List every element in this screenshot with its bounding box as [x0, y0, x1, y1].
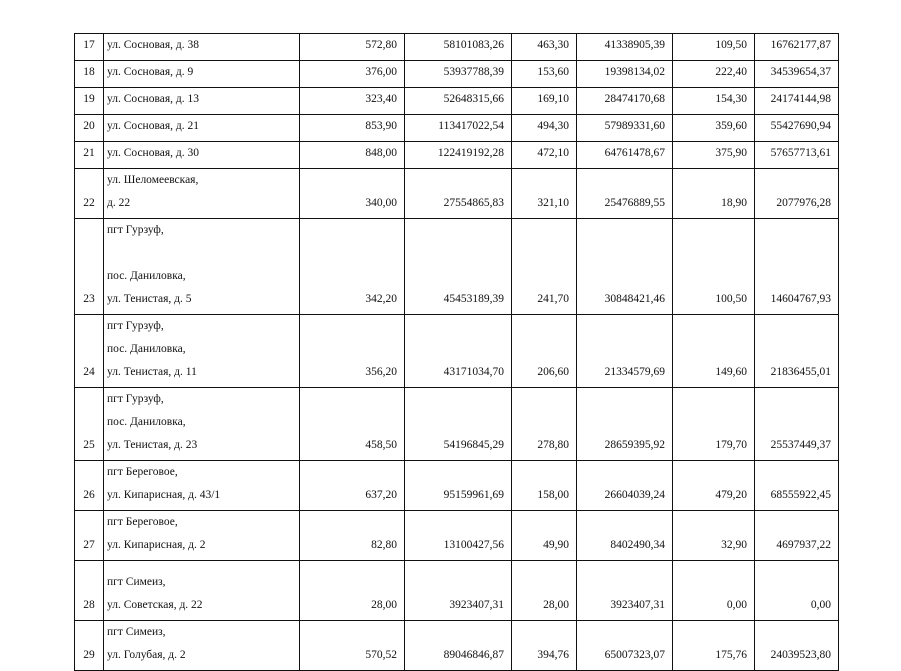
table-row	[75, 142, 839, 169]
area-total-cell: 572,80	[300, 34, 405, 61]
table-row	[75, 88, 839, 115]
address-cell	[104, 511, 300, 561]
row-number: 17	[75, 34, 104, 61]
address-cell	[104, 88, 300, 115]
cost-total-cell: 58101083,26	[405, 34, 512, 61]
address-line: пос. Даниловка,	[107, 270, 186, 282]
cost-total-cell: 53937788,39	[405, 61, 512, 88]
table-row	[75, 621, 839, 671]
address-line: пгт Гурзуф,	[107, 224, 164, 236]
cost-part-2-cell: 16762177,87	[755, 34, 839, 61]
row-number: 28	[75, 561, 104, 621]
address-line: пгт Симеиз,	[107, 626, 166, 638]
address-line: ул. Тенистая, д. 23	[107, 439, 198, 451]
row-number: 26	[75, 461, 104, 511]
address-cell	[104, 315, 300, 388]
cost-part-1-cell: 65007323,07	[577, 621, 673, 671]
area-total-cell: 82,80	[300, 511, 405, 561]
area-part-1-cell: 241,70	[512, 219, 577, 315]
row-number: 27	[75, 511, 104, 561]
cost-part-2-cell: 0,00	[755, 561, 839, 621]
cost-part-1-cell: 57989331,60	[577, 115, 673, 142]
area-total-cell: 458,50	[300, 388, 405, 461]
cost-total-cell: 113417022,54	[405, 115, 512, 142]
area-part-1-cell: 394,76	[512, 621, 577, 671]
address-line: ул. Советская, д. 22	[107, 599, 203, 611]
area-part-1-cell: 158,00	[512, 461, 577, 511]
area-total-cell: 853,90	[300, 115, 405, 142]
area-part-2-cell: 479,20	[673, 461, 755, 511]
address-line: ул. Тенистая, д. 5	[107, 293, 192, 305]
cost-total-cell: 95159961,69	[405, 461, 512, 511]
area-part-1-cell: 494,30	[512, 115, 577, 142]
address-line: пос. Даниловка,	[107, 416, 186, 428]
area-total-cell: 323,40	[300, 88, 405, 115]
area-total-cell: 356,20	[300, 315, 405, 388]
area-total-cell: 570,52	[300, 621, 405, 671]
address-line: ул. Кипарисная, д. 43/1	[107, 489, 221, 501]
row-number: 22	[75, 169, 104, 219]
cost-part-1-cell: 41338905,39	[577, 34, 673, 61]
cost-total-cell: 122419192,28	[405, 142, 512, 169]
table-row	[75, 388, 839, 461]
table-row	[75, 61, 839, 88]
area-total-cell: 848,00	[300, 142, 405, 169]
cost-part-2-cell: 24039523,80	[755, 621, 839, 671]
area-part-2-cell: 0,00	[673, 561, 755, 621]
table-row	[75, 561, 839, 621]
address-cell	[104, 61, 300, 88]
cost-part-1-cell: 25476889,55	[577, 169, 673, 219]
cost-part-1-cell: 28659395,92	[577, 388, 673, 461]
cost-part-1-cell: 19398134,02	[577, 61, 673, 88]
area-part-2-cell: 109,50	[673, 34, 755, 61]
area-total-cell: 342,20	[300, 219, 405, 315]
cost-total-cell: 43171034,70	[405, 315, 512, 388]
area-part-2-cell: 100,50	[673, 219, 755, 315]
table-row	[75, 169, 839, 219]
address-line: д. 22	[107, 197, 131, 209]
table-row	[75, 511, 839, 561]
address-cell	[104, 169, 300, 219]
address-line: ул. Сосновая, д. 30	[107, 147, 199, 159]
area-part-1-cell: 278,80	[512, 388, 577, 461]
row-number: 25	[75, 388, 104, 461]
row-number: 24	[75, 315, 104, 388]
row-number: 19	[75, 88, 104, 115]
cost-part-2-cell: 21836455,01	[755, 315, 839, 388]
area-part-2-cell: 375,90	[673, 142, 755, 169]
table-row	[75, 461, 839, 511]
cost-part-1-cell: 64761478,67	[577, 142, 673, 169]
address-cell	[104, 115, 300, 142]
cost-part-1-cell: 30848421,46	[577, 219, 673, 315]
area-part-2-cell: 175,76	[673, 621, 755, 671]
cost-part-1-cell: 26604039,24	[577, 461, 673, 511]
area-part-2-cell: 179,70	[673, 388, 755, 461]
row-number: 21	[75, 142, 104, 169]
address-line: ул. Шеломеевская,	[107, 174, 199, 186]
area-part-1-cell: 169,10	[512, 88, 577, 115]
address-line: ул. Голубая, д. 2	[107, 649, 186, 661]
area-part-2-cell: 32,90	[673, 511, 755, 561]
address-line	[107, 242, 295, 265]
cost-total-cell: 52648315,66	[405, 88, 512, 115]
address-cell	[104, 219, 300, 315]
cost-part-2-cell: 14604767,93	[755, 219, 839, 315]
area-part-2-cell: 359,60	[673, 115, 755, 142]
address-cell	[104, 388, 300, 461]
cost-total-cell: 54196845,29	[405, 388, 512, 461]
address-line: пос. Даниловка,	[107, 343, 186, 355]
address-line: ул. Сосновая, д. 21	[107, 120, 199, 132]
area-part-1-cell: 153,60	[512, 61, 577, 88]
address-cell	[104, 621, 300, 671]
cost-part-2-cell: 2077976,28	[755, 169, 839, 219]
cost-part-1-cell: 3923407,31	[577, 561, 673, 621]
cost-part-2-cell: 68555922,45	[755, 461, 839, 511]
table-row	[75, 219, 839, 315]
area-part-1-cell: 472,10	[512, 142, 577, 169]
area-part-2-cell: 222,40	[673, 61, 755, 88]
table-body	[75, 34, 839, 671]
row-number: 29	[75, 621, 104, 671]
address-cell	[104, 461, 300, 511]
area-total-cell: 340,00	[300, 169, 405, 219]
cost-part-2-cell: 34539654,37	[755, 61, 839, 88]
cost-total-cell: 13100427,56	[405, 511, 512, 561]
area-part-1-cell: 49,90	[512, 511, 577, 561]
area-total-cell: 376,00	[300, 61, 405, 88]
cost-part-2-cell: 55427690,94	[755, 115, 839, 142]
cost-part-1-cell: 28474170,68	[577, 88, 673, 115]
area-part-1-cell: 206,60	[512, 315, 577, 388]
area-part-1-cell: 321,10	[512, 169, 577, 219]
cost-part-2-cell: 24174144,98	[755, 88, 839, 115]
address-cell	[104, 142, 300, 169]
area-total-cell: 637,20	[300, 461, 405, 511]
address-line: пгт Береговое,	[107, 516, 178, 528]
area-part-1-cell: 463,30	[512, 34, 577, 61]
table-row	[75, 115, 839, 142]
row-number: 20	[75, 115, 104, 142]
cost-total-cell: 45453189,39	[405, 219, 512, 315]
address-cell	[104, 561, 300, 621]
cost-total-cell: 89046846,87	[405, 621, 512, 671]
address-line: пгт Симеиз,	[107, 576, 166, 588]
area-total-cell: 28,00	[300, 561, 405, 621]
cost-total-cell: 27554865,83	[405, 169, 512, 219]
area-part-2-cell: 154,30	[673, 88, 755, 115]
area-part-2-cell: 18,90	[673, 169, 755, 219]
cost-total-cell: 3923407,31	[405, 561, 512, 621]
cost-part-2-cell: 4697937,22	[755, 511, 839, 561]
row-number: 18	[75, 61, 104, 88]
cost-part-1-cell: 8402490,34	[577, 511, 673, 561]
address-line: пгт Гурзуф,	[107, 393, 164, 405]
cost-part-2-cell: 25537449,37	[755, 388, 839, 461]
address-line: пгт Береговое,	[107, 466, 178, 478]
data-table	[74, 33, 839, 671]
row-number: 23	[75, 219, 104, 315]
area-part-1-cell: 28,00	[512, 561, 577, 621]
address-line: ул. Сосновая, д. 13	[107, 93, 199, 105]
address-cell	[104, 34, 300, 61]
table-row	[75, 34, 839, 61]
address-line: ул. Тенистая, д. 11	[107, 366, 197, 378]
cost-part-1-cell: 21334579,69	[577, 315, 673, 388]
address-line: пгт Гурзуф,	[107, 320, 164, 332]
cost-part-2-cell: 57657713,61	[755, 142, 839, 169]
address-line: ул. Сосновая, д. 38	[107, 39, 199, 51]
table-row	[75, 315, 839, 388]
address-line: ул. Сосновая, д. 9	[107, 66, 194, 78]
address-line: ул. Кипарисная, д. 2	[107, 539, 206, 551]
area-part-2-cell: 149,60	[673, 315, 755, 388]
